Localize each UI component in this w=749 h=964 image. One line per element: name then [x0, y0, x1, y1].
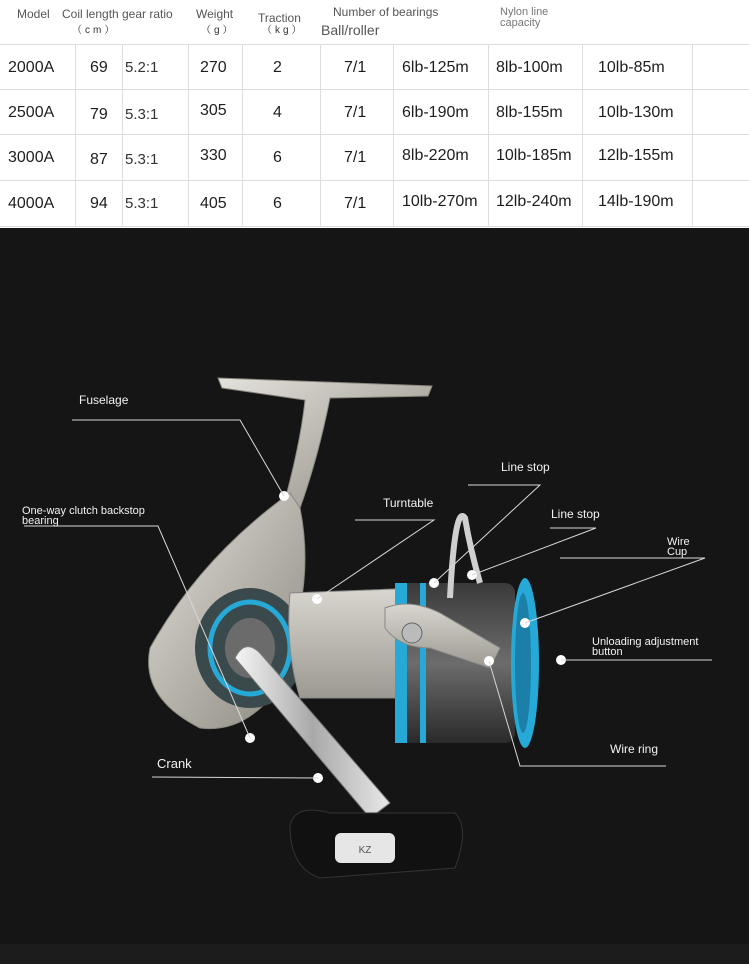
table-row	[0, 180, 749, 227]
header-bearings-sub: Ball/roller	[321, 22, 380, 38]
cell-capacity-1: 6lb-190m	[402, 104, 469, 121]
cell-capacity-2: 8lb-155m	[496, 104, 563, 121]
reel-diagram	[0, 228, 749, 964]
cell-ratio: 5.3:1	[125, 151, 159, 168]
header-weight-unit: （g）	[201, 25, 236, 36]
cell-capacity-3: 14lb-190m	[598, 193, 674, 210]
label-line-stop-2: Line stop	[551, 507, 600, 521]
cell-weight: 305	[200, 102, 227, 119]
cell-weight: 405	[200, 195, 227, 212]
cell-bearings: 7/1	[344, 195, 367, 212]
spec-table	[0, 0, 749, 228]
header-model: Model	[17, 7, 50, 21]
cell-capacity-3: 10lb-85m	[598, 59, 665, 76]
header-nylon-capacity: Nylon line capacity	[500, 6, 549, 29]
footer-strip	[0, 944, 749, 964]
cell-bearings: 7/1	[344, 59, 367, 76]
cell-model: 2000A	[8, 59, 55, 76]
label-turntable: Turntable	[383, 496, 434, 510]
cell-capacity-1: 6lb-125m	[402, 59, 469, 76]
cell-weight: 270	[200, 59, 227, 76]
cell-capacity-2: 12lb-240m	[496, 193, 572, 210]
cell-capacity-3: 12lb-155m	[598, 147, 674, 164]
cell-traction: 6	[273, 149, 282, 166]
cell-bearings: 7/1	[344, 149, 367, 166]
knob-logo: KZ	[358, 845, 372, 856]
label-unloading-button: Unloading adjustment button	[592, 636, 699, 658]
header-traction: Traction	[258, 11, 301, 25]
cell-traction: 6	[273, 195, 282, 212]
cell-coil: 79	[90, 106, 108, 123]
cell-capacity-2: 10lb-185m	[496, 147, 572, 164]
cell-model: 3000A	[8, 149, 55, 166]
cell-coil: 69	[90, 59, 108, 76]
cell-weight: 330	[200, 147, 227, 164]
header-gear-ratio: gear ratio	[122, 7, 173, 21]
cell-bearings: 7/1	[344, 104, 367, 121]
header-bearings: Number of bearings	[333, 5, 439, 19]
cell-model: 4000A	[8, 195, 55, 212]
label-line-stop-1: Line stop	[501, 460, 550, 474]
cell-coil: 87	[90, 151, 108, 168]
label-wire-cup: Wire Cup	[667, 536, 690, 558]
table-row	[0, 44, 749, 90]
label-wire-ring: Wire ring	[610, 742, 659, 756]
cell-capacity-1: 8lb-220m	[402, 147, 469, 164]
label-crank: Crank	[157, 756, 192, 771]
label-clutch-bearing: One-way clutch backstop bearing	[22, 505, 145, 527]
header-weight: Weight	[196, 7, 234, 21]
header-coil-length: Coil length	[62, 7, 119, 21]
cell-model: 2500A	[8, 104, 55, 121]
header-coil-unit: （cm）	[72, 25, 118, 36]
cell-coil: 94	[90, 195, 108, 212]
cell-ratio: 5.3:1	[125, 106, 159, 123]
label-fuselage: Fuselage	[79, 393, 129, 407]
cell-traction: 2	[273, 59, 282, 76]
reel-illustration	[0, 228, 749, 964]
table-row	[0, 134, 749, 180]
cell-ratio: 5.2:1	[125, 59, 159, 76]
cell-ratio: 5.3:1	[125, 195, 159, 212]
cell-capacity-1: 10lb-270m	[402, 193, 478, 210]
cell-capacity-2: 8lb-100m	[496, 59, 563, 76]
cell-traction: 4	[273, 104, 282, 121]
header-traction-unit: （kg）	[262, 25, 305, 36]
table-row	[0, 89, 749, 135]
cell-capacity-3: 10lb-130m	[598, 104, 674, 121]
